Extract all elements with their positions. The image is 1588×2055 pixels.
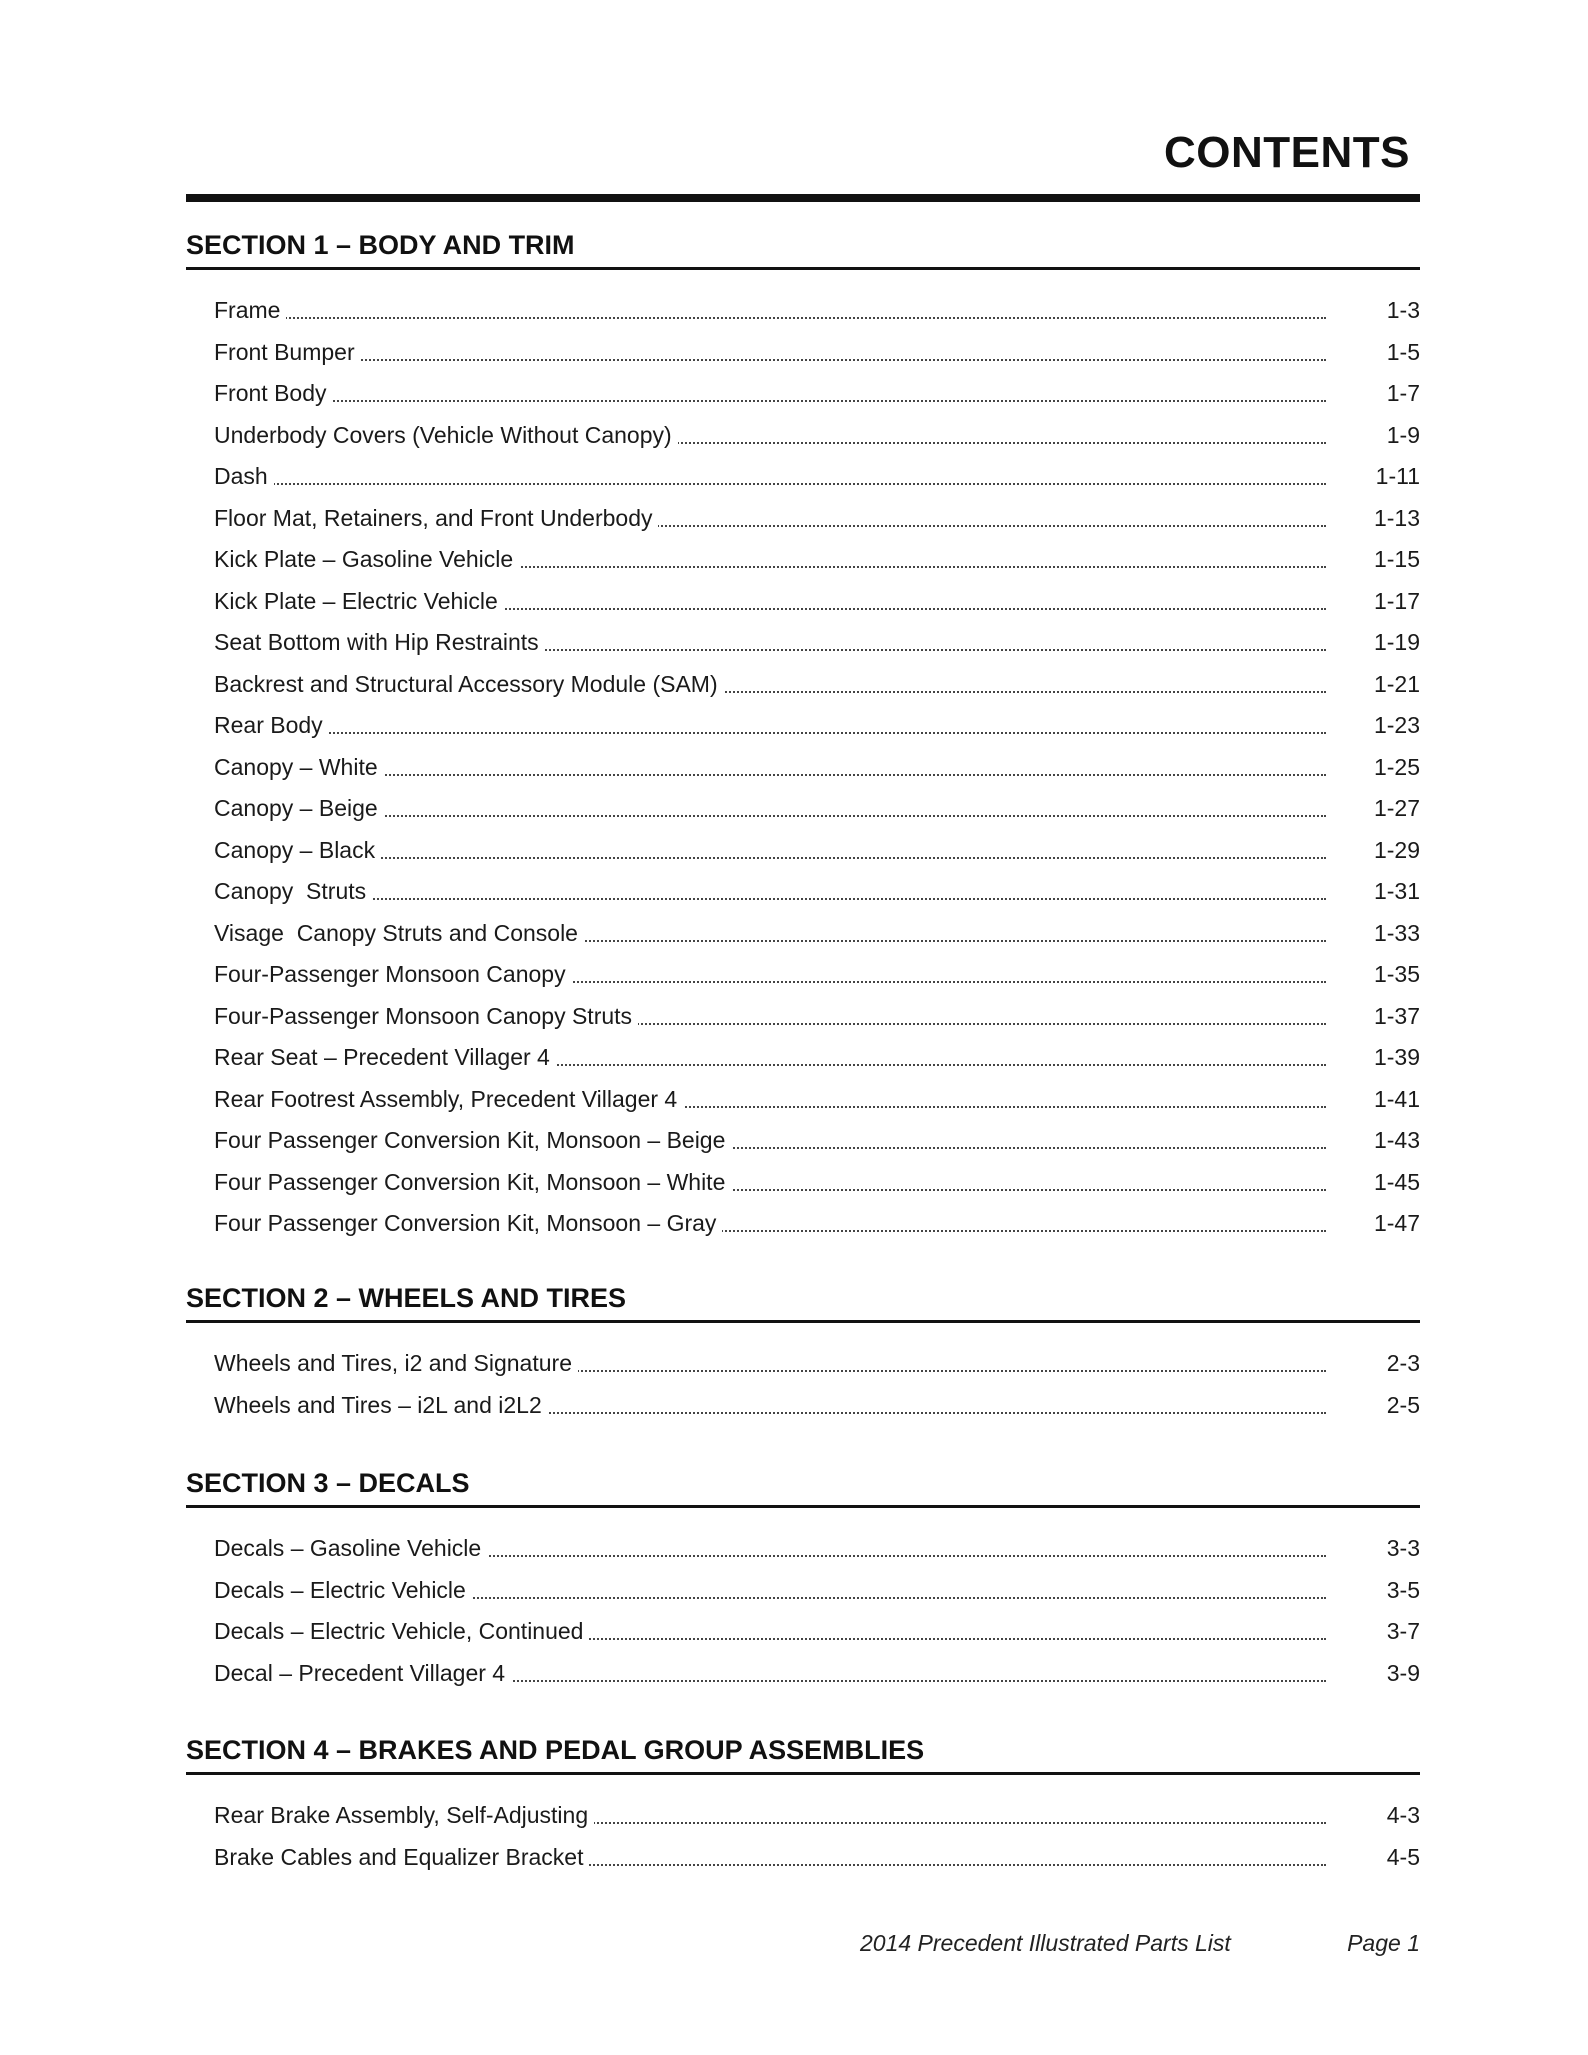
toc-entry[interactable] <box>186 498 1420 540</box>
toc-entry[interactable] <box>186 788 1420 830</box>
entry-title: Rear Body <box>214 705 329 747</box>
entry-page-number: 1-9 <box>1386 421 1420 448</box>
entry-title: Dash <box>214 456 274 498</box>
toc-entry[interactable] <box>186 1203 1420 1245</box>
entry-page-number: 1-43 <box>1373 1127 1420 1153</box>
section-rule <box>186 1772 1420 1775</box>
toc-list <box>186 290 1420 1245</box>
section-heading: SECTION 4 – BRAKES AND PEDAL GROUP ASSEMBLIES <box>186 1735 925 1765</box>
dot-leader <box>226 815 1326 817</box>
entry-title: Four Passenger Conversion Kit, Monsoon – Beige <box>214 1120 731 1162</box>
entry-title: Rear Brake Assembly, Self-Adjusting <box>214 1795 594 1837</box>
entry-page-number: 2-3 <box>1386 1350 1420 1376</box>
entry-page-number: 3-7 <box>1386 1618 1420 1644</box>
entry-title: Kick Plate – Electric Vehicle <box>214 581 504 623</box>
entry-page-number: 1-17 <box>1373 587 1420 614</box>
entry-page-number: 1-45 <box>1373 1168 1420 1195</box>
entry-title: Canopy – Beige <box>214 788 384 830</box>
entry-page-number: 3-9 <box>1386 1659 1420 1686</box>
entry-title: Canopy – Black <box>214 830 381 872</box>
toc-list <box>186 1343 1420 1426</box>
entry-page-number: 1-29 <box>1373 836 1420 863</box>
dot-leader <box>226 732 1326 734</box>
entry-title: Rear Footrest Assembly, Precedent Villager 4 <box>214 1079 683 1121</box>
toc-entry[interactable] <box>186 913 1420 955</box>
dot-leader <box>226 317 1326 319</box>
dot-leader <box>226 483 1326 485</box>
toc-entry[interactable] <box>186 456 1420 498</box>
entry-title: Frame <box>214 290 286 332</box>
toc-entry[interactable] <box>186 1653 1420 1695</box>
entry-title: Front Body <box>214 373 333 415</box>
toc-entry[interactable] <box>186 747 1420 789</box>
toc-list <box>186 1795 1420 1878</box>
toc-entry[interactable] <box>186 539 1420 581</box>
entry-page-number: 1-11 <box>1375 463 1420 489</box>
toc-entry[interactable] <box>186 332 1420 374</box>
section-heading: SECTION 1 – BODY AND TRIM <box>186 230 575 260</box>
toc-entry[interactable] <box>186 664 1420 706</box>
footer-document-title: 2014 Precedent Illustrated Parts List <box>860 1930 1231 1956</box>
entry-title: Brake Cables and Equalizer Bracket <box>214 1837 589 1879</box>
entry-title: Underbody Covers (Vehicle Without Canopy) <box>214 415 678 457</box>
entry-title: Canopy – White <box>214 747 384 789</box>
dot-leader <box>226 774 1326 776</box>
entry-title: Decal – Precedent Villager 4 <box>214 1653 511 1695</box>
toc-entry[interactable] <box>186 415 1420 457</box>
entry-page-number: 3-3 <box>1386 1535 1420 1561</box>
toc-entry[interactable] <box>186 871 1420 913</box>
entry-title: Front Bumper <box>214 332 361 374</box>
entry-page-number: 1-5 <box>1386 338 1420 365</box>
entry-title: Decals – Electric Vehicle, Continued <box>214 1611 589 1653</box>
entry-title: Seat Bottom with Hip Restraints <box>214 622 545 664</box>
toc-entry[interactable] <box>186 996 1420 1038</box>
entry-page-number: 1-25 <box>1373 753 1420 780</box>
entry-page-number: 1-39 <box>1373 1044 1420 1070</box>
dot-leader <box>226 359 1326 361</box>
entry-title: Floor Mat, Retainers, and Front Underbody <box>214 498 658 540</box>
toc-entry[interactable] <box>186 1343 1420 1385</box>
entry-page-number: 1-19 <box>1373 629 1420 655</box>
section-rule <box>186 1320 1420 1323</box>
entry-title: Four-Passenger Monsoon Canopy Struts <box>214 996 638 1038</box>
entry-page-number: 1-21 <box>1373 670 1420 697</box>
toc-entry[interactable] <box>186 1611 1420 1653</box>
toc-entry[interactable] <box>186 581 1420 623</box>
entry-page-number: 1-37 <box>1373 1002 1420 1029</box>
entry-page-number: 4-3 <box>1386 1802 1420 1828</box>
section-3 <box>186 1463 1420 1694</box>
entry-title: Four-Passenger Monsoon Canopy <box>214 954 572 996</box>
entry-page-number: 1-35 <box>1373 961 1420 987</box>
entry-title: Decals – Gasoline Vehicle <box>214 1528 487 1570</box>
entry-title: Four Passenger Conversion Kit, Monsoon – White <box>214 1162 731 1204</box>
entry-title: Decals – Electric Vehicle <box>214 1570 472 1612</box>
section-heading: SECTION 2 – WHEELS AND TIRES <box>186 1283 627 1313</box>
footer-page-number: Page 1 <box>1347 1930 1420 1956</box>
title-rule <box>186 194 1420 202</box>
entry-title: Rear Seat – Precedent Villager 4 <box>214 1037 556 1079</box>
toc-entry[interactable] <box>186 1385 1420 1427</box>
section-4 <box>186 1730 1420 1878</box>
entry-page-number: 4-5 <box>1386 1843 1420 1870</box>
page-title: CONTENTS <box>1164 128 1410 177</box>
toc-entry[interactable] <box>186 1037 1420 1079</box>
toc-entry[interactable] <box>186 1528 1420 1570</box>
dot-leader <box>226 898 1326 900</box>
section-rule <box>186 267 1420 270</box>
entry-page-number: 1-15 <box>1373 546 1420 572</box>
entry-page-number: 1-3 <box>1386 297 1420 323</box>
toc-entry[interactable] <box>186 1795 1420 1837</box>
toc-entry[interactable] <box>186 705 1420 747</box>
entry-title: Wheels and Tires, i2 and Signature <box>214 1343 578 1385</box>
section-2 <box>186 1278 1420 1426</box>
toc-entry[interactable] <box>186 954 1420 996</box>
toc-entry[interactable] <box>186 1120 1420 1162</box>
entry-title: Wheels and Tires – i2L and i2L2 <box>214 1385 548 1427</box>
entry-title: Visage Canopy Struts and Console <box>214 913 584 955</box>
toc-entry[interactable] <box>186 1162 1420 1204</box>
entry-title: Kick Plate – Gasoline Vehicle <box>214 539 519 581</box>
entry-page-number: 1-7 <box>1386 380 1420 406</box>
toc-entry[interactable] <box>186 290 1420 332</box>
section-rule <box>186 1505 1420 1508</box>
toc-list <box>186 1528 1420 1694</box>
entry-page-number: 2-5 <box>1386 1391 1420 1418</box>
entry-page-number: 1-23 <box>1373 712 1420 738</box>
toc-entry[interactable] <box>186 1079 1420 1121</box>
entry-page-number: 1-27 <box>1373 795 1420 821</box>
toc-entry[interactable] <box>186 830 1420 872</box>
entry-page-number: 1-41 <box>1373 1085 1420 1112</box>
entry-page-number: 1-31 <box>1373 878 1420 904</box>
section-heading: SECTION 3 – DECALS <box>186 1468 470 1498</box>
entry-page-number: 1-33 <box>1373 919 1420 946</box>
entry-page-number: 1-47 <box>1373 1210 1420 1236</box>
dot-leader <box>226 857 1326 859</box>
toc-entry[interactable] <box>186 1837 1420 1879</box>
entry-title: Four Passenger Conversion Kit, Monsoon – Gray <box>214 1203 722 1245</box>
toc-entry[interactable] <box>186 1570 1420 1612</box>
section-1 <box>186 225 1420 1245</box>
dot-leader <box>226 400 1326 402</box>
entry-title: Canopy Struts <box>214 871 372 913</box>
entry-page-number: 3-5 <box>1386 1576 1420 1603</box>
entry-page-number: 1-13 <box>1373 504 1420 531</box>
toc-entry[interactable] <box>186 622 1420 664</box>
entry-title: Backrest and Structural Accessory Module (SAM) <box>214 664 724 706</box>
toc-entry[interactable] <box>186 373 1420 415</box>
